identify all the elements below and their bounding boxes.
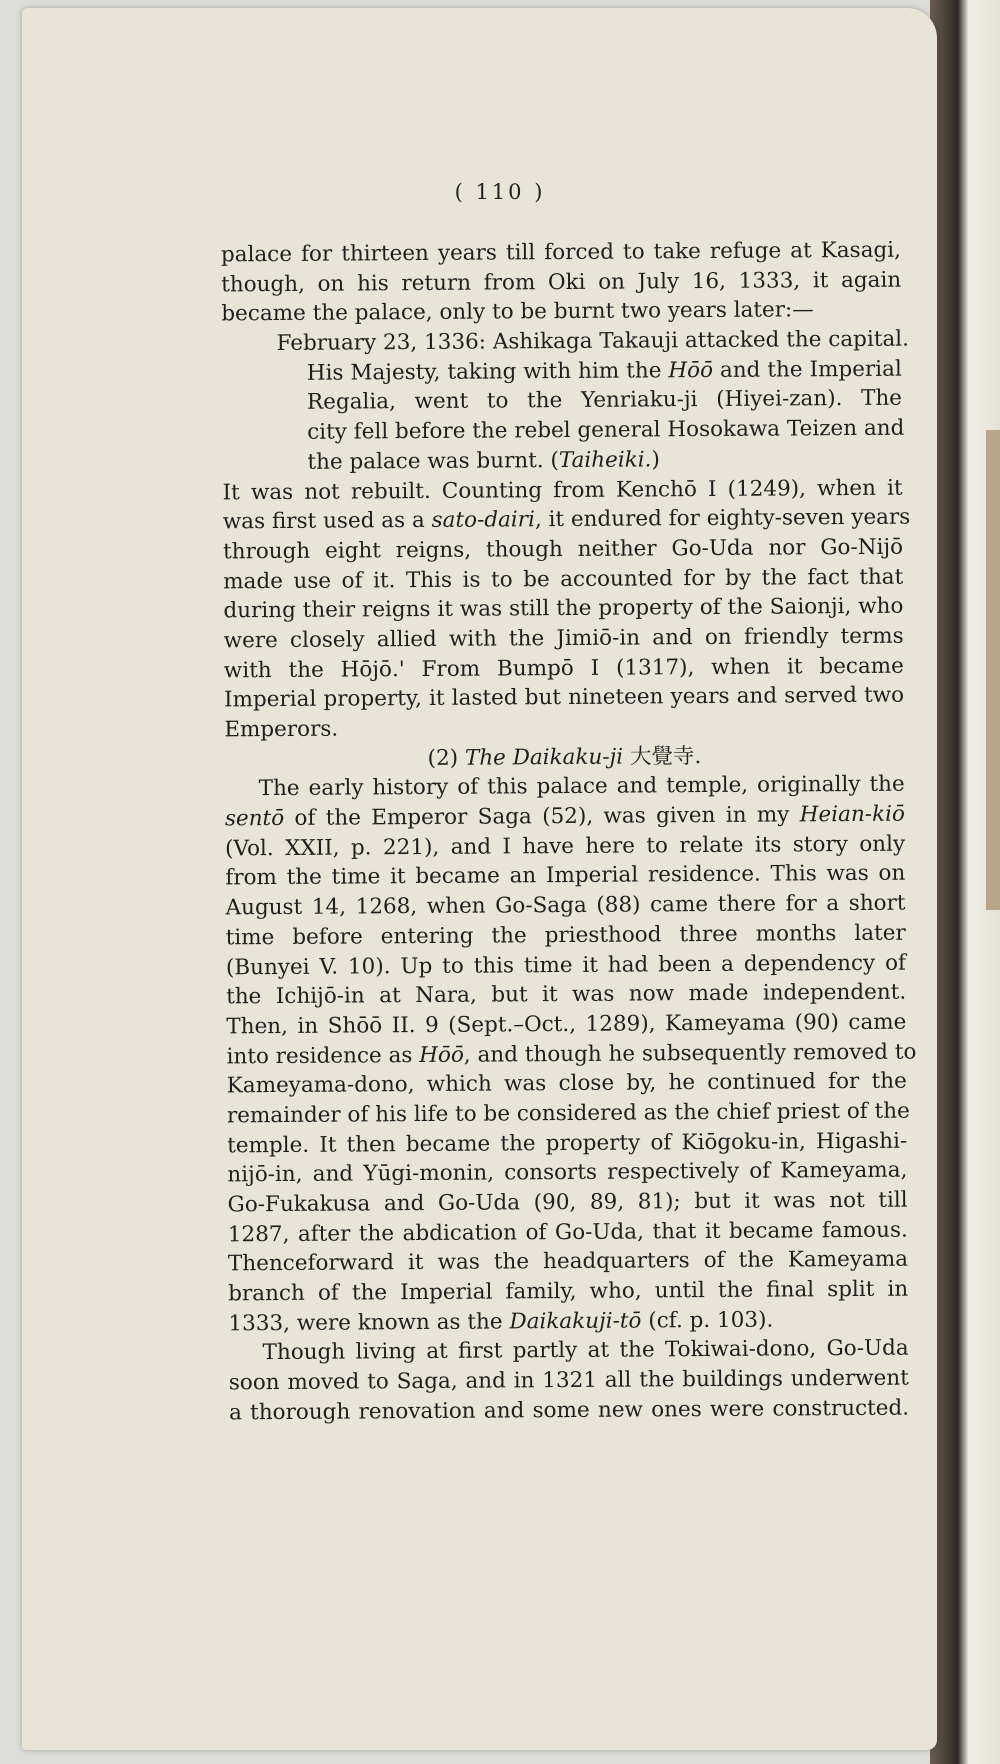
- text-span: remainder of his life to be considered as the chief priest of the: [226, 1098, 910, 1129]
- text-line: [223, 592, 903, 626]
- text-line: [228, 1275, 908, 1309]
- text-line: [223, 473, 903, 507]
- text-span: (Vol. XXII, p. 221), and I have here to relate its story only: [225, 831, 906, 862]
- text-span: , it endured for eighty-seven years: [534, 504, 911, 533]
- text-span: (2): [427, 745, 466, 771]
- text-span: 1333, were known as the: [228, 1309, 510, 1337]
- italic-text: sentō: [224, 806, 285, 832]
- text-span: time before entering the priesthood three months later: [225, 920, 906, 951]
- text-line: [224, 622, 904, 656]
- text-line: [229, 1334, 909, 1368]
- text-span: Go-Fukakusa and Go-Uda (90, 89, 81); but it was not till: [227, 1187, 908, 1218]
- text-line: [222, 503, 911, 537]
- text-line: [227, 1067, 907, 1101]
- text-span: became the palace, only to be burnt two years later:—: [221, 297, 814, 327]
- text-line: [229, 1364, 909, 1398]
- italic-text: Hōō: [668, 357, 714, 384]
- text-span: soon moved to Saga, and in 1321 all the buildings underwent: [228, 1365, 909, 1396]
- text-span: Though living at first partly at the Tokiwai-dono, Go-Uda: [262, 1336, 909, 1366]
- section-heading: [224, 740, 904, 774]
- text-span: made use of it. This is to be accounted for by the fact that: [223, 564, 904, 594]
- text-span: city fell before the rebel general Hosokawa Teizen and: [307, 415, 905, 445]
- italic-text: sato-dairi: [431, 507, 535, 534]
- text-line: [225, 859, 905, 893]
- text-span: August 14, 1268, when Go-Saga (88) came there for a short: [225, 890, 906, 921]
- text-line: [226, 1097, 910, 1131]
- text-span: It was not rebuilt. Counting from Kenchō I (1249), when it: [222, 475, 903, 505]
- italic-text: Taiheiki.: [558, 447, 652, 473]
- text-line: [225, 829, 905, 863]
- text-line: [221, 325, 910, 359]
- text-line: [221, 236, 901, 270]
- text-line: [222, 354, 902, 388]
- italic-text: Hōō: [419, 1042, 464, 1068]
- text-span: from the time it became an Imperial residence. This was on: [225, 861, 906, 891]
- text-span: Emperors.: [224, 716, 339, 743]
- page-number: ( 110 ): [454, 180, 546, 204]
- text-span: of the Emperor Saga (52), was given in my: [284, 802, 800, 832]
- text-line: [223, 562, 903, 596]
- adjacent-page-plate: [986, 430, 1000, 910]
- text-line: [226, 1037, 917, 1071]
- text-span: Imperial property, it lasted but nineteen years and served two: [223, 682, 905, 713]
- text-span: was first used as a: [222, 508, 432, 535]
- text-line: [222, 414, 905, 448]
- text-span: a thorough renovation and some new ones were constructed.: [228, 1395, 910, 1426]
- text-line: [226, 978, 906, 1012]
- text-line: [223, 533, 903, 567]
- text-line: [226, 918, 906, 952]
- text-span: though, on his return from Oki on July 16, 1333, it again: [221, 267, 902, 298]
- text-line: [221, 295, 901, 329]
- text-span: and the Imperial: [712, 356, 902, 383]
- text-span: The early history of this palace and temple, originally the: [258, 772, 905, 802]
- text-span: Kameyama-dono, which was close by, he continued for the: [226, 1068, 907, 1099]
- text-span: ): [651, 447, 660, 473]
- italic-text: The Daikaku-ji: [464, 744, 624, 771]
- text-span: the palace was burnt. (: [307, 447, 559, 475]
- text-line: [228, 1215, 908, 1249]
- text-line: [224, 651, 904, 685]
- text-line: [225, 770, 905, 804]
- text-span: were closely allied with the Jimiō-in and on friendly terms: [223, 623, 904, 654]
- text-span: (cf. p. 103).: [641, 1307, 774, 1334]
- text-span: palace for thirteen years till forced to take refuge at Kasagi,: [220, 237, 902, 268]
- text-line: [226, 948, 906, 982]
- text-span: (Bunyei V. 10). Up to this time it had been a dependency of: [225, 950, 907, 980]
- text-span: with the Hōjō.' From Bumpō I (1317), when it became: [223, 653, 904, 684]
- text-span: branch of the Imperial family, who, until the final split in: [228, 1276, 909, 1307]
- text-line: [229, 1393, 909, 1427]
- italic-text: Heian-kiō: [799, 801, 905, 828]
- text-span: during their reigns it was still the property of the Saionji, who: [223, 593, 904, 624]
- text-span: Regalia, went to the Yenriaku-ji (Hiyei-zan). The: [306, 386, 903, 416]
- text-span: the Ichijō-in at Nara, but it was now made independent.: [226, 979, 907, 1010]
- text-line: [225, 800, 905, 834]
- text-span: , and though he subsequently removed to: [463, 1039, 917, 1068]
- text-span: Then, in Shōō II. 9 (Sept.–Oct., 1289), Kameyama (90) came: [226, 1009, 907, 1040]
- text-span: temple. It then became the property of Kiōgoku-in, Higashi-: [227, 1128, 908, 1158]
- text-span: Thenceforward it was the headquarters of the Kameyama: [227, 1246, 909, 1277]
- text-line: [222, 443, 902, 477]
- text-line: [227, 1126, 907, 1160]
- text-line: [228, 1304, 908, 1338]
- text-span: through eight reigns, though neither Go-Uda nor Go-Nijō: [222, 534, 904, 565]
- text-span: nijō-in, and Yūgi-monin, consorts respectively of Kameyama,: [227, 1157, 908, 1188]
- text-line: [221, 265, 901, 299]
- italic-text: Daikakuji-tō: [509, 1308, 642, 1335]
- text-line: [224, 711, 904, 745]
- text-span: into residence as: [226, 1042, 420, 1069]
- text-line: [228, 1245, 908, 1279]
- text-line: [226, 1007, 906, 1041]
- text-line: [222, 384, 902, 418]
- text-span: 1287, after the abdication of Go-Uda, that it became famous.: [227, 1217, 908, 1248]
- body-text: [220, 236, 917, 1428]
- text-line: [225, 889, 905, 923]
- text-span: 大覺寺.: [623, 743, 702, 770]
- text-line: [227, 1156, 907, 1190]
- text-line: [227, 1186, 907, 1220]
- text-line: [224, 681, 904, 715]
- text-span: His Majesty, taking with him the: [306, 358, 669, 386]
- text-span: February 23, 1336: Ashikaga Takauji attacked the capital.: [276, 326, 910, 357]
